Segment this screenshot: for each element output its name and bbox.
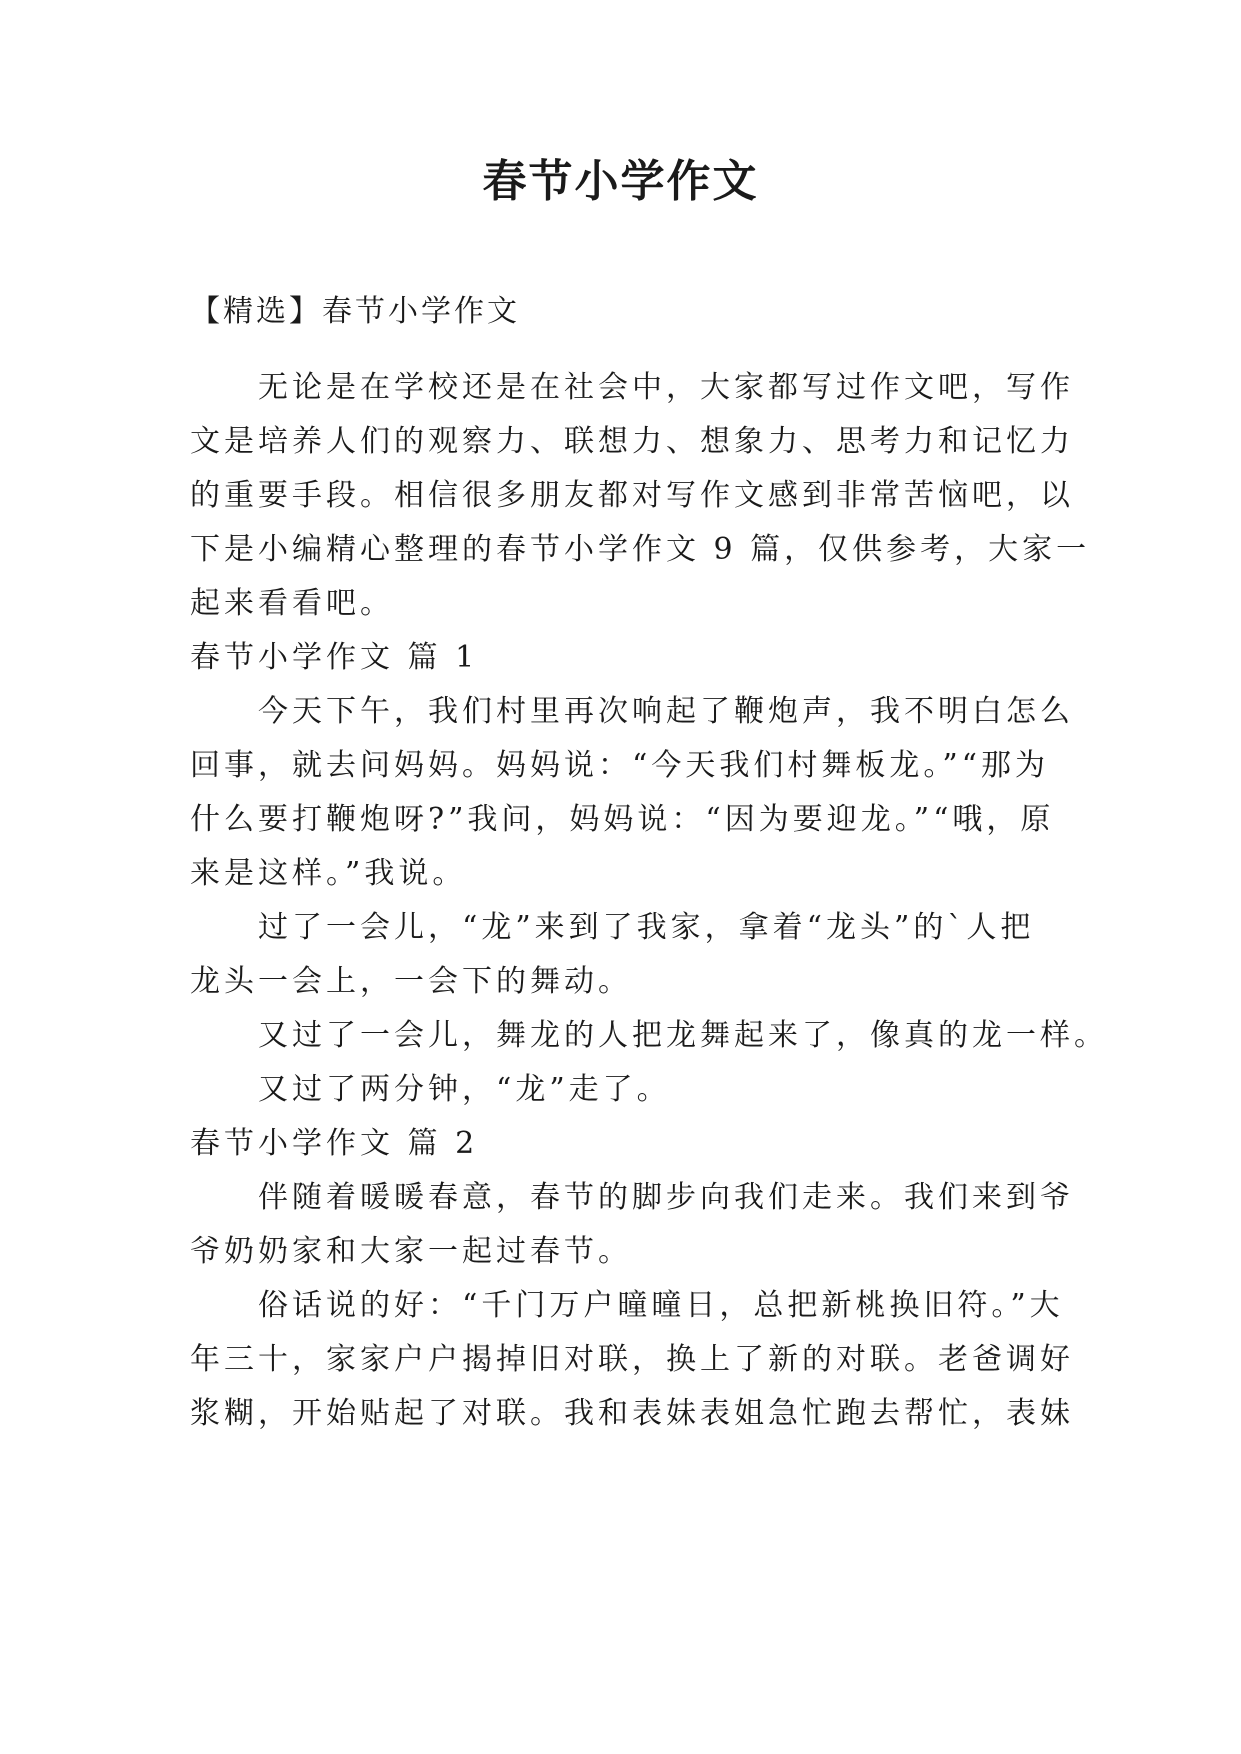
paragraph-line: 无论是在学校还是在社会中，大家都写过作文吧，写作 xyxy=(258,370,1074,405)
paragraph-line: 龙头一会上，一会下的舞动。 xyxy=(190,964,632,999)
paragraph-line: 回事，就去问妈妈。妈妈说：“今天我们村舞板龙。”“那为 xyxy=(190,748,1050,783)
document-subtitle: 【精选】春节小学作文 xyxy=(190,294,520,329)
paragraph-line: 什么要打鞭炮呀?”我问，妈妈说：“因为要迎龙。”“哦，原 xyxy=(190,802,1055,837)
paragraph-line: 爷奶奶家和大家一起过春节。 xyxy=(190,1234,632,1269)
paragraph-line: 俗话说的好：“千门万户曈曈日，总把新桃换旧符。”大 xyxy=(258,1288,1064,1323)
paragraph-line: 又过了两分钟，“龙”走了。 xyxy=(258,1072,671,1107)
document-title: 春节小学作文 xyxy=(482,156,759,207)
paragraph-line: 来是这样。”我说。 xyxy=(190,856,467,891)
paragraph-line: 的重要手段。相信很多朋友都对写作文感到非常苦恼吧，以 xyxy=(190,478,1074,513)
paragraph-line: 下是小编精心整理的春节小学作文 9 篇，仅供参考，大家一 xyxy=(190,532,1091,567)
paragraph-line: 文是培养人们的观察力、联想力、想象力、思考力和记忆力 xyxy=(190,424,1074,459)
paragraph-line: 今天下午，我们村里再次响起了鞭炮声，我不明白怎么 xyxy=(258,694,1074,729)
paragraph-line: 起来看看吧。 xyxy=(190,586,394,621)
paragraph-line: 浆糊，开始贴起了对联。我和表妹表姐急忙跑去帮忙，表妹 xyxy=(190,1396,1074,1431)
paragraph-line: 伴随着暖暖春意，春节的脚步向我们走来。我们来到爷 xyxy=(258,1180,1074,1215)
paragraph-line: 又过了一会儿，舞龙的人把龙舞起来了，像真的龙一样。 xyxy=(258,1018,1108,1053)
paragraph-line: 过了一会儿，“龙”来到了我家，拿着“龙头”的`人把 xyxy=(258,910,1035,945)
paragraph-line: 年三十，家家户户揭掉旧对联，换上了新的对联。老爸调好 xyxy=(190,1342,1074,1377)
section-heading: 春节小学作文 篇 1 xyxy=(190,640,479,675)
section-heading: 春节小学作文 篇 2 xyxy=(190,1126,479,1161)
